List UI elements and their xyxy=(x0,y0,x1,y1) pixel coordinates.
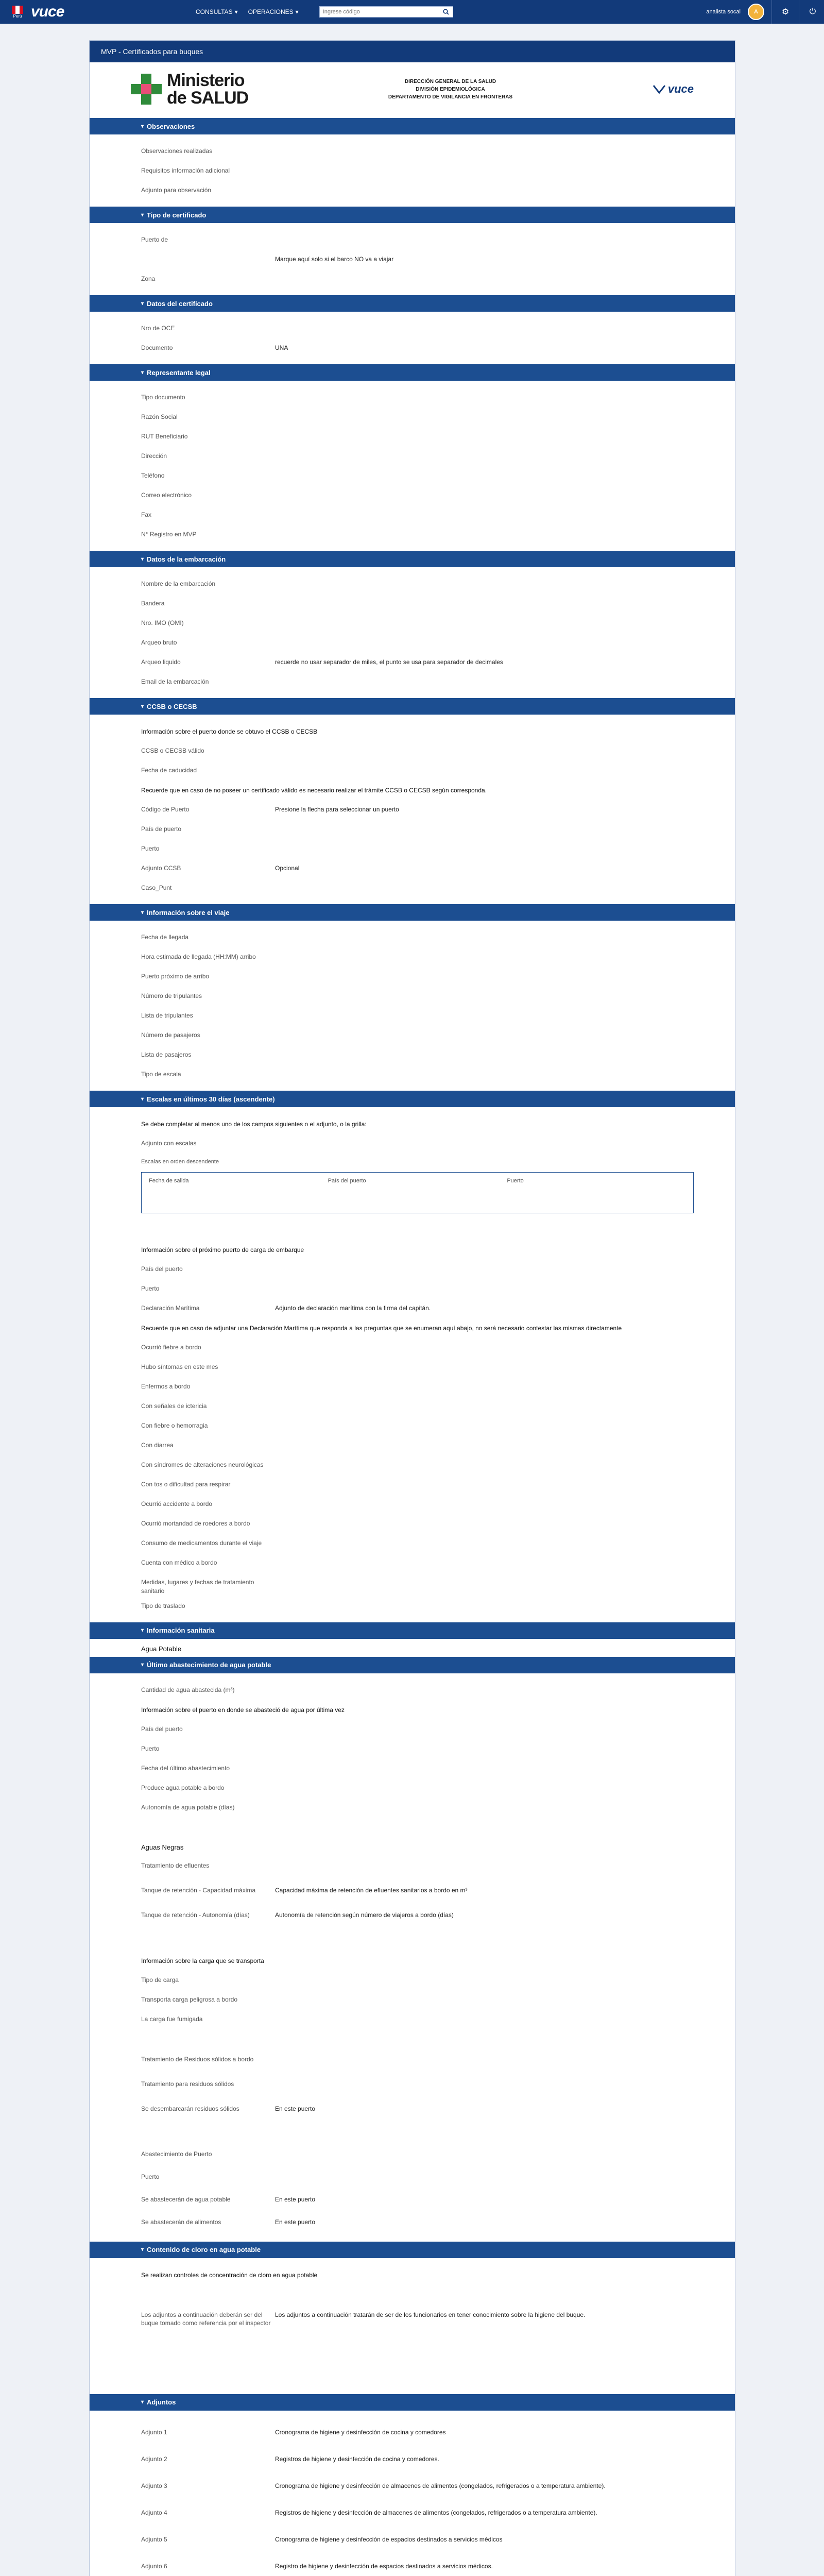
search-icon[interactable] xyxy=(439,7,453,17)
ministry-name-line1: Ministerio xyxy=(167,71,245,90)
ministry-logo xyxy=(131,72,248,107)
section-header[interactable] xyxy=(90,2242,735,2258)
form-row-produce-agua-potable-a-bordo[interactable] xyxy=(90,1777,735,1797)
form-row-tratamiento-para-residuos-solidos[interactable] xyxy=(90,2074,735,2098)
section-header[interactable] xyxy=(90,2394,735,2411)
form-row-bandera[interactable] xyxy=(90,593,735,613)
escalas-note-3: Recuerde que en caso de adjuntar una Declaración Marítima que responda a las preguntas que se enumeran aquí abajo, no será necesario contestar las mismas directamente xyxy=(141,1325,622,1332)
field-value[interactable]: En este puerto xyxy=(275,2218,316,2226)
field-label: Arqueo bruto xyxy=(141,639,177,646)
chevron-down-icon: ▾ xyxy=(141,1628,144,1634)
form-row-telefono[interactable] xyxy=(90,465,735,485)
search-box xyxy=(319,6,453,18)
menu-consultas[interactable]: CONSULTAS xyxy=(196,8,233,15)
form-row-fecha-del-ultimo-abastecimiento[interactable] xyxy=(90,1758,735,1777)
form-row-pais-del-puerto[interactable] xyxy=(90,1259,735,1278)
field-label: Ocurrió mortandad de roedores a bordo xyxy=(141,1520,250,1527)
field-label: Adjunto con escalas xyxy=(141,1140,197,1147)
field-label: Tipo de traslado xyxy=(141,1602,185,1609)
section-tipo-certificado xyxy=(90,207,735,295)
section-title: Contenido de cloro en agua potable xyxy=(147,2246,261,2254)
field-label: La carga fue fumigada xyxy=(141,2015,203,2023)
ministry-name-line2: de SALUD xyxy=(167,88,249,108)
section-abastecimiento xyxy=(90,1657,735,2242)
grid-col-header: Fecha de salida xyxy=(149,1178,189,1184)
vuce-mark-icon xyxy=(653,84,666,94)
field-label: Adjunto CCSB xyxy=(141,865,181,872)
section-title: Información sanitaria xyxy=(147,1626,215,1635)
field-label: Consumo de medicamentos durante el viaje xyxy=(141,1539,262,1547)
form-row-adjunto-ccsb[interactable] xyxy=(90,858,735,877)
form-row-declaracion-maritima[interactable] xyxy=(90,1298,735,1317)
field-label: Adjunto 4 xyxy=(141,2509,167,2516)
field-label: CCSB o CECSB válido xyxy=(141,747,204,754)
section-ccsb xyxy=(90,698,735,904)
field-label: Tanque de retención - Autonomía (días) xyxy=(141,1911,250,1919)
field-value[interactable]: UNA xyxy=(275,344,288,351)
field-label: Tanque de retención - Capacidad máxima xyxy=(141,1886,256,1894)
section-header[interactable] xyxy=(90,698,735,715)
form-row-cantidad-de-agua-abastecida-m[interactable] xyxy=(90,1680,735,1699)
chevron-down-icon: ▾ xyxy=(141,1662,144,1668)
form-row-rut-beneficiario[interactable] xyxy=(90,426,735,446)
field-label: Fecha de llegada xyxy=(141,934,189,941)
chevron-down-icon[interactable]: ▾ xyxy=(295,8,299,15)
form-row-fecha-de-llegada[interactable] xyxy=(90,927,735,946)
field-label: Tipo de carga xyxy=(141,1976,179,1984)
form-row-codigo-de-puerto[interactable] xyxy=(90,799,735,819)
form-row-nombre-de-la-embarcacion[interactable] xyxy=(90,573,735,593)
chevron-down-icon: ▾ xyxy=(141,703,144,709)
ministry-banner xyxy=(100,67,725,111)
field-label: Los adjuntos a continuación deberán ser del buque tomado como referencia por el inspector xyxy=(141,2311,271,2327)
field-label: Enfermos a bordo xyxy=(141,1383,191,1390)
divider xyxy=(771,0,772,24)
ministry-dept-line: DEPARTAMENTO DE VIGILANCIA EN FRONTERAS xyxy=(388,94,513,100)
field-label: Declaración Marítima xyxy=(141,1304,200,1312)
field-label: Medidas, lugares y fechas de tratamiento sanitario xyxy=(141,1579,254,1595)
form-row-arqueo-bruto[interactable] xyxy=(90,632,735,652)
form-row-autonomia-de-agua-potable-dias[interactable] xyxy=(90,1797,735,1817)
field-label: Tipo de escala xyxy=(141,1071,181,1078)
field-label: Se abastecerán de agua potable xyxy=(141,2195,231,2203)
section-title: Escalas en últimos 30 días (ascendente) xyxy=(147,1095,275,1103)
form-row-se-abasteceran-de-agua-potable[interactable] xyxy=(90,2189,735,2212)
form-row-pais-del-puerto[interactable] xyxy=(90,1719,735,1738)
ccsb-note-2: Recuerde que en caso de no poseer un certificado válido es necesario realizar el trámite CCSB o CECSB según corresponda. xyxy=(141,787,487,794)
form-row-fecha-de-caducidad[interactable] xyxy=(90,760,735,779)
field-label: Tratamiento de efluentes xyxy=(141,1861,210,1869)
section-title: Datos del certificado xyxy=(147,299,213,308)
field-label: Transporta carga peligrosa a bordo xyxy=(141,1995,237,2003)
form-row-puerto-de[interactable] xyxy=(90,229,735,249)
form-row-ccsb-o-cecsb-valido[interactable] xyxy=(90,740,735,760)
field-label: Adjunto 6 xyxy=(141,2562,167,2570)
section-title: CCSB o CECSB xyxy=(147,702,197,710)
chevron-down-icon: ▾ xyxy=(141,369,144,376)
chevron-down-icon: ▾ xyxy=(141,212,144,218)
field-value[interactable]: Cronograma de higiene y desinfección de cocina y comedores xyxy=(275,2428,446,2436)
form-row-puerto[interactable] xyxy=(90,1738,735,1758)
section-title: Representante legal xyxy=(147,368,211,377)
vuce-logo[interactable] xyxy=(0,0,88,24)
form-row-caso-punt[interactable] xyxy=(90,877,735,897)
field-label: Se abastecerán de alimentos xyxy=(141,2218,221,2226)
section-title: Adjuntos xyxy=(147,2398,176,2406)
field-label: Bandera xyxy=(141,600,165,607)
field-label: Nro de OCE xyxy=(141,325,175,332)
field-value[interactable]: Registros de higiene y desinfección de almacenes de alimentos (congelados, refrigerados o a temperatura ambiente). xyxy=(275,2509,597,2516)
agua-potable-subhead: Agua Potable xyxy=(141,1645,182,1653)
form-row-adjunto-con-escalas[interactable] xyxy=(90,1133,735,1153)
form-row-tipo-de-escala[interactable] xyxy=(90,1064,735,1083)
form-row-se-desembarcaran-residuos-solidos[interactable] xyxy=(90,2098,735,2123)
form-row-marque-aqui-solo-si-el-barco-no-va-a-via[interactable] xyxy=(90,249,735,268)
field-label: Número de pasajeros xyxy=(141,1031,200,1039)
form-row-tanque-de-retencion-autonomia-dias[interactable] xyxy=(90,1905,735,1929)
field-label: Adjunto 3 xyxy=(141,2482,167,2489)
field-value[interactable]: Capacidad máxima de retención de efluentes sanitarios a bordo en m³ xyxy=(275,1886,468,1894)
section-title: Último abastecimiento de agua potable xyxy=(147,1661,271,1669)
field-label: Razón Social xyxy=(141,413,178,420)
field-label: Lista de pasajeros xyxy=(141,1051,192,1058)
menu-operaciones[interactable]: OPERACIONES xyxy=(248,8,294,15)
form-row-lista-de-tripulantes[interactable] xyxy=(90,1005,735,1025)
section-header[interactable] xyxy=(90,295,735,312)
field-value[interactable]: Registros de higiene y desinfección de cocina y comedores. xyxy=(275,2455,439,2463)
form-row-tipo-documento[interactable] xyxy=(90,387,735,406)
escalas-grid[interactable] xyxy=(141,1172,694,1213)
field-value[interactable]: recuerde no usar separador de miles, el punto se usa para separador de decimales xyxy=(275,658,503,666)
top-navbar xyxy=(0,0,824,24)
section-datos-certificado xyxy=(90,295,735,364)
chevron-down-icon: ▾ xyxy=(141,1096,144,1102)
field-label: Puerto xyxy=(141,1744,160,1752)
form-row-direccion[interactable] xyxy=(90,446,735,465)
field-label: Fecha de caducidad xyxy=(141,767,197,774)
ministry-dept-line: DIVISIÓN EPIDEMIOLÓGICA xyxy=(416,86,485,92)
field-label: N° Registro en MVP xyxy=(141,531,197,538)
field-label: Código de Puerto xyxy=(141,806,190,813)
chevron-down-icon[interactable]: ▾ xyxy=(234,8,238,15)
escalas-note-2: Información sobre el próximo puerto de carga de embarque xyxy=(141,1246,304,1253)
gear-icon[interactable]: ⚙ xyxy=(781,8,789,16)
field-label: Puerto de xyxy=(141,236,168,243)
avatar[interactable]: A xyxy=(748,4,764,20)
section-header[interactable] xyxy=(90,364,735,381)
logo-text: vuce xyxy=(31,3,64,20)
form-row-ocurrio-fiebre-a-bordo[interactable] xyxy=(90,1337,735,1357)
form-row-los-adjuntos-a-continuacion-deberan-ser-[interactable] xyxy=(90,2304,735,2366)
chevron-down-icon: ▾ xyxy=(141,556,144,562)
form-row-transporta-carga-peligrosa-a-bordo[interactable] xyxy=(90,1989,735,2009)
field-label: Cantidad de agua abastecida (m³) xyxy=(141,1686,235,1693)
field-label: Email de la embarcación xyxy=(141,678,209,685)
field-label: País del puerto xyxy=(141,1265,183,1273)
form-row-razon-social[interactable] xyxy=(90,406,735,426)
vuce-logo-right xyxy=(653,82,694,96)
carga-note: Información sobre la carga que se transporta xyxy=(141,1957,264,1964)
escalas-note: Se debe completar al menos uno de los campos siguientes o el adjunto, o la grilla: xyxy=(141,1121,367,1128)
chevron-down-icon: ▾ xyxy=(141,2247,144,2253)
form-row-arqueo-liquido[interactable] xyxy=(90,652,735,671)
field-label: Puerto próximo de arribo xyxy=(141,973,210,980)
form-row-hora-estimada-de-llegada-hh-mm-arribo[interactable] xyxy=(90,946,735,966)
field-value[interactable]: Autonomía de retención según número de viajeros a bordo (días) xyxy=(275,1911,454,1919)
field-label: Dirección xyxy=(141,452,167,460)
field-label: Caso_Punt xyxy=(141,884,172,891)
form-row-email-de-la-embarcacion[interactable] xyxy=(90,671,735,691)
form-row-se-abasteceran-de-alimentos[interactable] xyxy=(90,2212,735,2234)
field-value[interactable]: Cronograma de higiene y desinfección de espacios destinados a servicios médicos xyxy=(275,2535,503,2543)
grid-col-header: Puerto xyxy=(507,1178,524,1184)
section-embarcacion xyxy=(90,551,735,698)
user-name[interactable]: analista socal xyxy=(706,9,741,15)
field-label: Documento xyxy=(141,344,173,351)
field-label xyxy=(141,249,275,255)
chevron-down-icon: ▾ xyxy=(141,300,144,307)
field-label: Con señales de ictericia xyxy=(141,1402,207,1410)
section-header[interactable] xyxy=(90,1622,735,1639)
peru-flag-icon xyxy=(7,4,28,20)
form-row-adjunto-3[interactable] xyxy=(90,2476,735,2502)
section-adjuntos xyxy=(90,2394,735,2576)
field-label: Fecha del último abastecimiento xyxy=(141,1764,230,1772)
section-cloro xyxy=(90,2242,735,2394)
section-title: Observaciones xyxy=(147,122,195,130)
field-label: Produce agua potable a bordo xyxy=(141,1784,225,1791)
form-row-con-fiebre-o-hemorragia[interactable] xyxy=(90,1415,735,1435)
chevron-down-icon: ▾ xyxy=(141,123,144,129)
form-row-adjunto-4[interactable] xyxy=(90,2502,735,2529)
field-label: Tipo documento xyxy=(141,394,185,401)
form-row-n-registro-en-mvp[interactable] xyxy=(90,524,735,544)
form-row-ocurrio-accidente-a-bordo[interactable] xyxy=(90,1494,735,1513)
form-row-adjunto-5[interactable] xyxy=(90,2529,735,2556)
form-row-adjunto-1[interactable] xyxy=(90,2422,735,2449)
health-cross-icon xyxy=(131,74,162,105)
form-row-documento[interactable] xyxy=(90,337,735,357)
field-label: Ocurrió accidente a bordo xyxy=(141,1500,213,1507)
section-viaje xyxy=(90,904,735,1091)
field-value[interactable]: Registro de higiene y desinfección de espacios destinados a servicios médicos. xyxy=(275,2562,493,2570)
power-icon[interactable]: ⏻ xyxy=(809,7,816,16)
form-row-adjunto-6[interactable] xyxy=(90,2556,735,2576)
field-value[interactable]: Opcional xyxy=(275,865,300,872)
section-header[interactable] xyxy=(90,1657,735,1673)
form-row-con-sindromes-de-alteraciones-neurologic[interactable] xyxy=(90,1454,735,1474)
section-header[interactable] xyxy=(90,207,735,223)
form-row-nro-de-oce[interactable] xyxy=(90,318,735,337)
field-label: Tratamiento para residuos sólidos xyxy=(141,2080,234,2088)
field-label: Observaciones realizadas xyxy=(141,147,213,155)
vuce-logo-text: vuce xyxy=(667,82,694,95)
field-label: Adjunto para observación xyxy=(141,187,212,194)
field-value[interactable]: Los adjuntos a continuación tratarán de ser de los funcionarios en tener conocimiento sobre la higiene del buque. xyxy=(275,2311,586,2318)
field-label: Ocurrió fiebre a bordo xyxy=(141,1344,201,1351)
logo-caption: Perú xyxy=(13,13,22,19)
field-label: Lista de tripulantes xyxy=(141,1012,193,1019)
field-label: Correo electrónico xyxy=(141,492,192,499)
field-label: Número de tripulantes xyxy=(141,992,202,999)
ministry-department xyxy=(388,78,512,101)
form-row-cuenta-con-medico-a-bordo[interactable] xyxy=(90,1552,735,1572)
form-row-con-tos-o-dificultad-para-respirar[interactable] xyxy=(90,1474,735,1494)
field-label: Cuenta con médico a bordo xyxy=(141,1559,217,1566)
form-row-enfermos-a-bordo[interactable] xyxy=(90,1376,735,1396)
field-label: País de puerto xyxy=(141,825,182,833)
grid-col-header: País del puerto xyxy=(328,1178,366,1184)
field-label: Adjunto 5 xyxy=(141,2535,167,2543)
form-row-la-carga-fue-fumigada[interactable] xyxy=(90,2009,735,2028)
section-header[interactable] xyxy=(90,118,735,134)
form-row-ocurrio-mortandad-de-roedores-a-bordo[interactable] xyxy=(90,1513,735,1533)
field-label: Puerto xyxy=(141,845,160,852)
field-label: Adjunto 1 xyxy=(141,2428,167,2436)
field-label: Nombre de la embarcación xyxy=(141,580,216,587)
user-area xyxy=(706,0,819,24)
form-row-puerto[interactable] xyxy=(90,1278,735,1298)
form-row-zona[interactable] xyxy=(90,268,735,288)
form-row-hubo-sintomas-en-este-mes[interactable] xyxy=(90,1357,735,1376)
form-row-tratamiento-de-residuos-solidos-a-bordo[interactable] xyxy=(90,2049,735,2074)
field-label: Teléfono xyxy=(141,472,165,479)
form-row-adjunto-2[interactable] xyxy=(90,2449,735,2476)
field-label: Adjunto 2 xyxy=(141,2455,167,2463)
section-title: Datos de la embarcación xyxy=(147,555,226,563)
field-label: Con síndromes de alteraciones neurológicas xyxy=(141,1461,264,1468)
section-title: Tipo de certificado xyxy=(147,211,207,219)
section-header[interactable] xyxy=(90,904,735,921)
field-label: Puerto xyxy=(141,2173,160,2180)
form-row-consumo-de-medicamentos-durante-el-viaje[interactable] xyxy=(90,1533,735,1552)
section-escalas xyxy=(90,1091,735,1622)
form-row-numero-de-tripulantes[interactable] xyxy=(90,986,735,1005)
ministry-dept-line: DIRECCIÓN GENERAL DE LA SALUD xyxy=(404,78,496,84)
section-header[interactable] xyxy=(90,551,735,567)
field-value[interactable]: Adjunto de declaración marítima con la firma del capitán. xyxy=(275,1304,431,1312)
grid-caption: Escalas en orden descendente xyxy=(141,1159,219,1165)
page-title: MVP - Certificados para buques xyxy=(90,41,735,62)
field-label: Hubo síntomas en este mes xyxy=(141,1363,218,1370)
ccsb-note: Información sobre el puerto donde se obtuvo el CCSB o CECSB xyxy=(141,728,318,735)
field-label: Abastecimiento de Puerto xyxy=(141,2150,212,2158)
form-row-lista-de-pasajeros[interactable] xyxy=(90,1044,735,1064)
form-row-fax[interactable] xyxy=(90,504,735,524)
form-row-medidas-lugares-y-fechas-de-tratamiento-[interactable] xyxy=(90,1572,735,1596)
form-row-correo-electronico[interactable] xyxy=(90,485,735,504)
abastecimiento-note: Información sobre el puerto en donde se abasteció de agua por última vez xyxy=(141,1706,345,1714)
field-label: País del puerto xyxy=(141,1725,183,1733)
field-value[interactable]: En este puerto xyxy=(275,2195,316,2203)
field-label: Autonomía de agua potable (días) xyxy=(141,1803,235,1811)
field-label: Hora estimada de llegada (HH:MM) arribo xyxy=(141,953,256,960)
field-label: RUT Beneficiario xyxy=(141,433,188,440)
main-menu xyxy=(196,8,299,15)
form-row-tipo-de-traslado[interactable] xyxy=(90,1596,735,1615)
section-representante xyxy=(90,364,735,551)
field-label: Puerto xyxy=(141,1285,160,1292)
aguas-negras-subhead: Aguas Negras xyxy=(141,1843,184,1851)
field-label: Arqueo liquido xyxy=(141,658,181,666)
section-header[interactable] xyxy=(90,1091,735,1107)
field-label: Se desembarcarán residuos sólidos xyxy=(141,2105,239,2112)
search-input[interactable] xyxy=(320,7,439,17)
section-sanitaria xyxy=(90,1622,735,1657)
field-label: Tratamiento de Residuos sólidos a bordo xyxy=(141,2055,254,2063)
form-row-requisitos-informacion-adicional[interactable] xyxy=(90,160,735,180)
field-value[interactable]: Presione la flecha para seleccionar un puerto xyxy=(275,806,399,813)
field-label: Fax xyxy=(141,511,152,518)
field-value[interactable]: En este puerto xyxy=(275,2105,316,2112)
form-row-adjunto-para-observacion[interactable] xyxy=(90,180,735,199)
form-card xyxy=(89,40,735,2576)
form-row-con-diarrea[interactable] xyxy=(90,1435,735,1454)
section-title: Información sobre el viaje xyxy=(147,908,230,917)
form-row-observaciones-realizadas[interactable] xyxy=(90,141,735,160)
form-row-nro-imo-omi[interactable] xyxy=(90,613,735,632)
field-label: Con fiebre o hemorragia xyxy=(141,1422,208,1429)
form-row-abastecimiento-de-puerto[interactable] xyxy=(90,2144,735,2166)
field-value[interactable]: Marque aquí solo si el barco NO va a viajar xyxy=(275,256,394,263)
form-row-pais-de-puerto[interactable] xyxy=(90,819,735,838)
form-row-numero-de-pasajeros[interactable] xyxy=(90,1025,735,1044)
section-observaciones xyxy=(90,118,735,207)
field-value[interactable]: Cronograma de higiene y desinfección de almacenes de alimentos (congelados, refrigerados o a temperatura ambiente). xyxy=(275,2482,606,2489)
form-row-puerto-proximo-de-arribo[interactable] xyxy=(90,966,735,986)
form-row-tanque-de-retencion-capacidad-maxima[interactable] xyxy=(90,1880,735,1905)
chevron-down-icon: ▾ xyxy=(141,909,144,916)
chevron-down-icon: ▾ xyxy=(141,2399,144,2405)
form-row-con-senales-de-ictericia[interactable] xyxy=(90,1396,735,1415)
form-row-puerto[interactable] xyxy=(90,2166,735,2189)
field-label: Con tos o dificultad para respirar xyxy=(141,1481,231,1488)
cloro-note: Se realizan controles de concentración de cloro en agua potable xyxy=(141,2271,318,2279)
field-label: Nro. IMO (OMI) xyxy=(141,619,184,626)
field-label: Requisitos información adicional xyxy=(141,167,230,174)
field-label: Con diarrea xyxy=(141,1442,174,1449)
form-row-puerto[interactable] xyxy=(90,838,735,858)
form-row-tipo-de-carga[interactable] xyxy=(90,1970,735,1989)
form-row-tratamiento-de-efluentes[interactable] xyxy=(90,1855,735,1880)
field-label: Zona xyxy=(141,275,156,282)
